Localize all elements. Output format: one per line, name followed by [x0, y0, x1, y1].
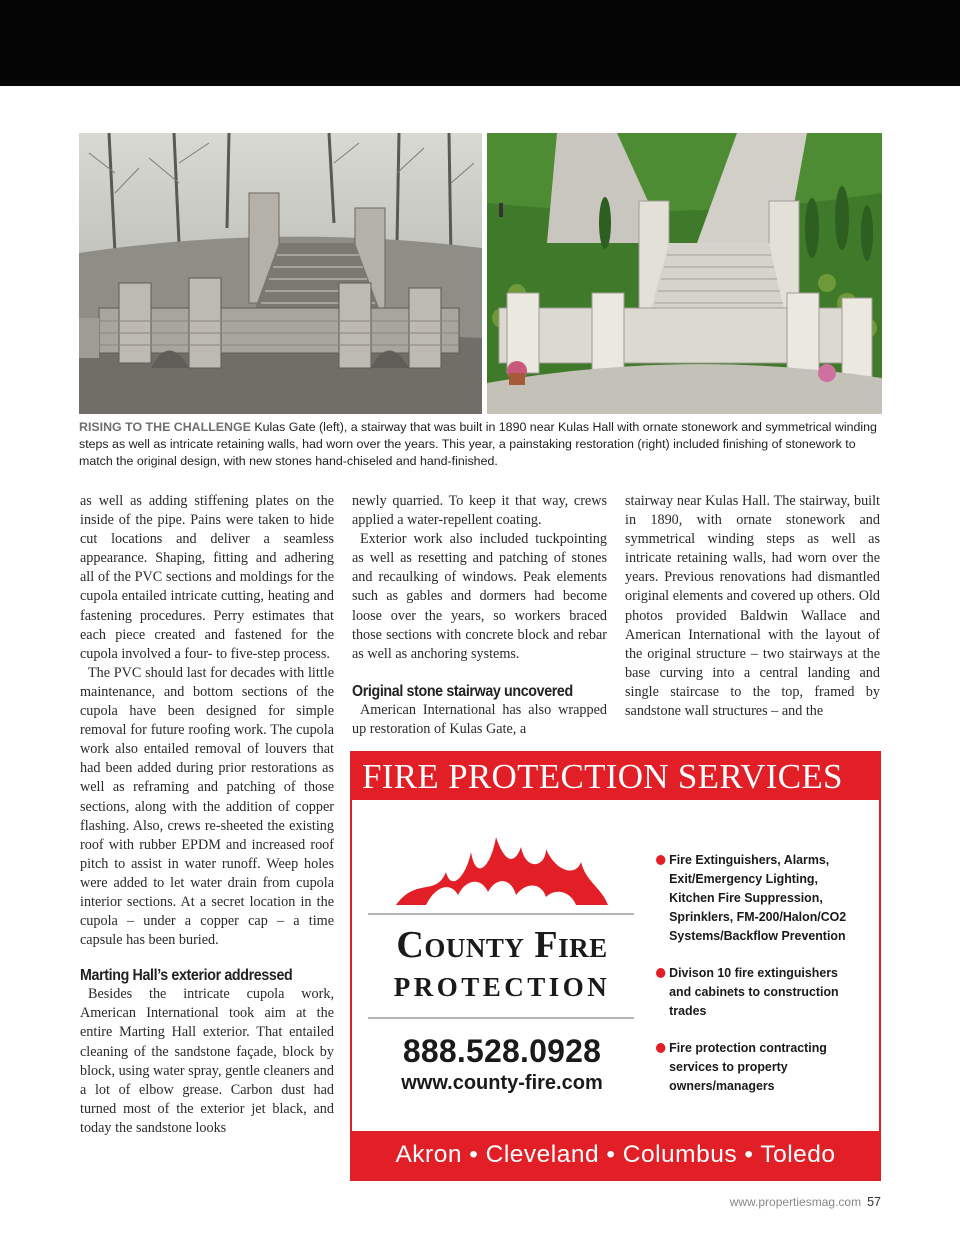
top-black-bar	[0, 0, 960, 86]
brand-name: County Fire	[396, 924, 608, 966]
paragraph: The PVC should last for decades with little maintenance, and bottom sections of the cupola have been designed for simple removal for future roofing work. The cupola work also entailed removal of louvers that had been added during prior restorations as well as reframing and patching of those sections, along with the addition of copper flashing. Also, crews re-sheeted the existing roof with rubber EPDM and increased roof pitch to assist in water runoff. Weep holes were added to let water drain from cupola interior sections. At a secret location in the cupola – under a copper cap – a time capsule has been buried.	[80, 664, 334, 949]
paragraph: newly quarried. To keep it that way, crews applied a water-repellent coating.	[352, 493, 607, 529]
services-list	[656, 850, 876, 1113]
ad-header: FIRE PROTECTION SERVICES	[352, 753, 879, 800]
restored-stairway-photo	[487, 133, 882, 414]
photo-caption	[79, 419, 885, 470]
caption-text: Kulas Gate (left), a stairway that was built in 1890 near Kulas Hall with ornate stonework and symmetrical winding steps as well as intricate retaining walls, had worn over the years. This year, a painstaking restoration (right) included finishing of stonework to match the original design, with new stones hand-chiseled and hand-finished.	[79, 420, 877, 468]
article-column-2	[352, 492, 607, 739]
section-heading-marting-hall: Marting Hall’s exterior addressed	[80, 967, 293, 985]
ad-cities: Akron • Cleveland • Columbus • Toledo	[352, 1131, 879, 1179]
bullet-icon	[656, 1043, 665, 1053]
list-item: Divison 10 fire extinguishers and cabinets to construction trades	[656, 963, 863, 1020]
ad-website-link[interactable]: www.county-fire.com	[401, 1072, 603, 1094]
article-column-1	[80, 492, 334, 1138]
article-column-3	[625, 492, 880, 721]
flame-logo-icon	[396, 837, 608, 905]
paragraph: as well as adding stiffening plates on the inside of the pipe. Pains were taken to hide cut locations and deliver a seamless appearance. Shaping, fitting and adhering all of the PVC sections and moldings for the cupola entailed intricate cutting, heating and fastening procedures. Perry estimates that each piece created and fastened for the cupola involved a four- to five-step process.	[80, 493, 334, 662]
brand-subtitle: PROTECTION	[393, 972, 611, 1002]
page-footer	[730, 1195, 881, 1209]
county-fire-advertisement[interactable]	[350, 751, 881, 1181]
footer-website[interactable]: www.propertiesmag.com	[729, 1195, 862, 1209]
paragraph: stairway near Kulas Hall. The stairway, built in 1890, with ornate stonework and symmetrical winding steps as well as intricate retaining walls, had worn over the years. Previous renovations had dismantled original elements and covered up others. Old photos provided Baldwin Wallace and American International with the layout of the original structure – two stairways at the base curving into a central landing and single staircase to the top, framed by sandstone wall structures – and the	[625, 493, 880, 720]
page-number: 57	[867, 1195, 881, 1209]
divider	[368, 1017, 634, 1019]
caption-lead: RISING TO THE CHALLENGE	[79, 420, 251, 434]
ad-phone-number[interactable]: 888.528.0928	[402, 1033, 602, 1069]
list-item: Fire Extinguishers, Alarms, Exit/Emergency Lighting, Kitchen Fire Suppression, Sprinklers, FM-200/Halon/CO2 Systems/Backflow Prevention	[656, 850, 863, 945]
list-item: Fire protection contracting services to property owners/managers	[656, 1038, 863, 1095]
paragraph: Besides the intricate cupola work, American International took aim at the entire Marting Hall exterior. That entailed cleaning of the sandstone façade, block by block, using water spray, gentle cleaners and a lot of elbow grease. Carbon dust had turned most of the exterior jet black, and today the sandstone looks	[80, 986, 334, 1136]
section-heading-stairway: Original stone stairway uncovered	[352, 682, 573, 700]
historic-stairway-photo	[79, 133, 482, 414]
paragraph: Exterior work also included tuckpointing as well as resetting and patching of stones and recaulking of windows. Peak elements such as gables and dormers had become loose over the years, so workers braced those sections with concrete block and rebar as well as anchoring systems.	[352, 531, 607, 662]
bullet-icon	[656, 855, 665, 865]
bullet-icon	[656, 968, 665, 978]
paragraph: American International has also wrapped up restoration of Kulas Gate, a	[352, 701, 607, 737]
divider	[368, 913, 634, 915]
